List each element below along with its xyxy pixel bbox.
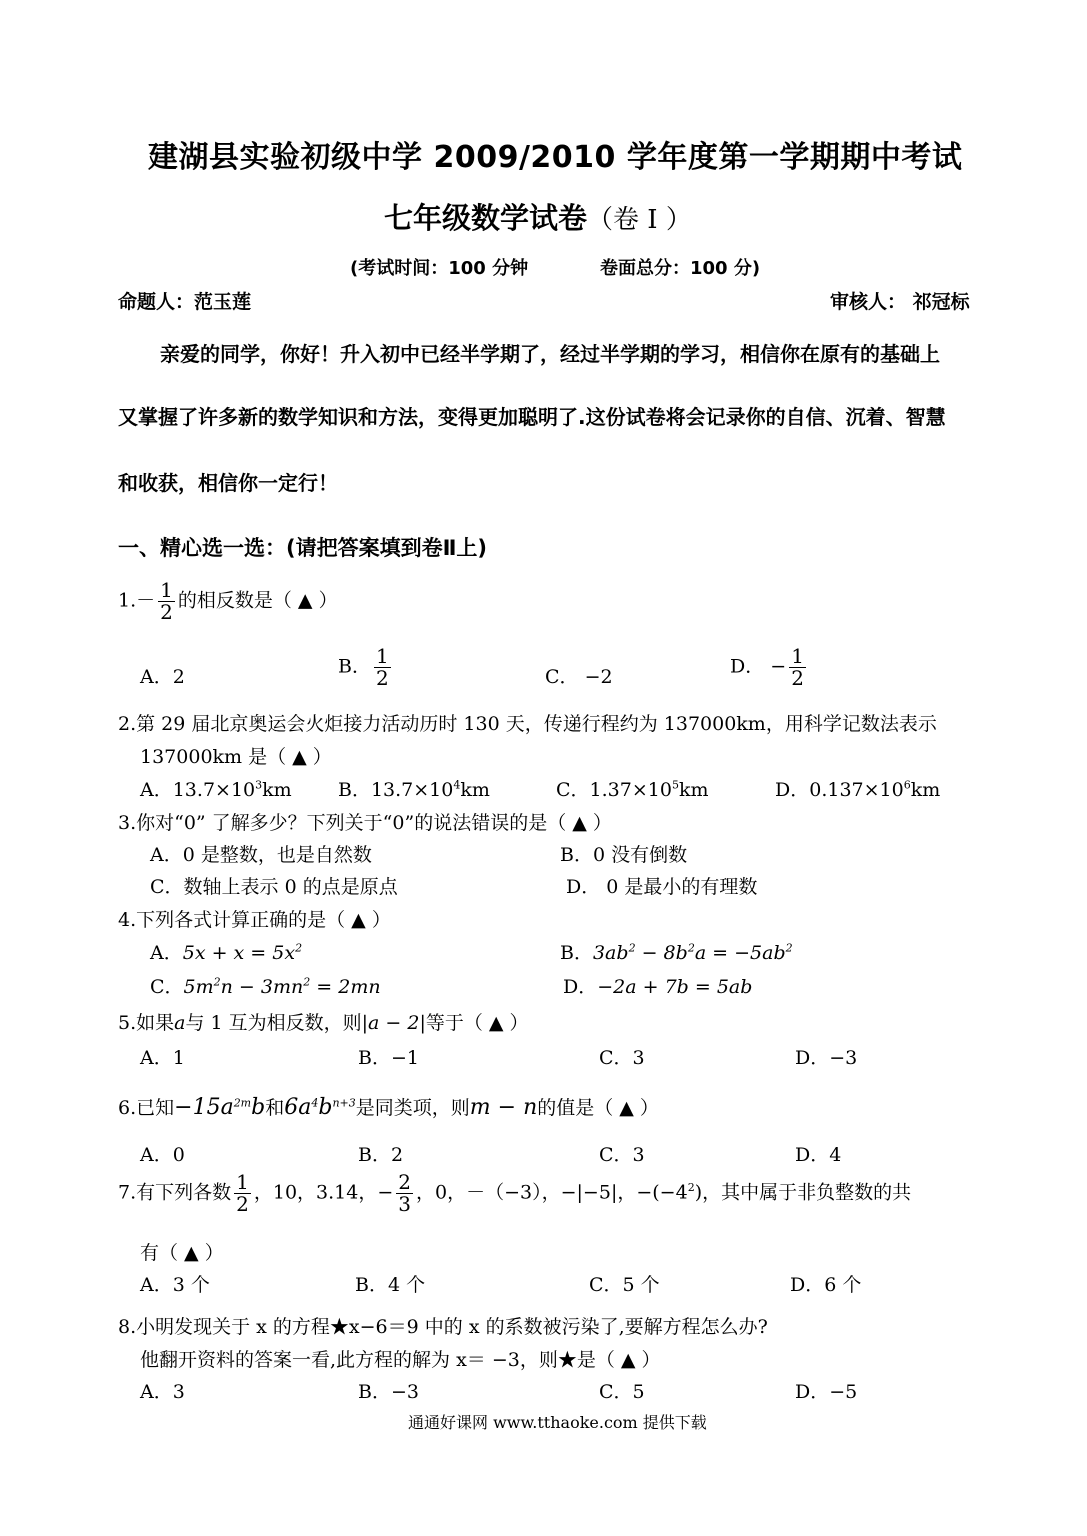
q1-option-d-label: D． − xyxy=(730,655,787,678)
exam-reviewer: 审核人： 祁冠标 xyxy=(830,291,970,313)
q1-suffix: 的相反数是（ ▲ ） xyxy=(177,589,338,612)
q7-stem-line-1 xyxy=(118,1172,911,1215)
exam-author: 命题人：范玉莲 xyxy=(118,291,252,313)
q8-option-d: D．−5 xyxy=(795,1381,858,1403)
q2-b-unit: km xyxy=(460,779,490,801)
intro-line-2: 又掌握了许多新的数学知识和方法，变得更加聪明了.这份试卷将会记录你的自信、沉着、智慧 xyxy=(118,405,946,429)
q8-option-c: C．5 xyxy=(599,1381,645,1403)
q5-option-a: A．1 xyxy=(140,1047,185,1069)
q1-option-d xyxy=(730,646,809,689)
q5-var: a xyxy=(174,1012,186,1034)
q7-list-1: ，10，3.14，− xyxy=(253,1181,394,1204)
q4-c-expr3: = 2mn xyxy=(310,976,381,998)
q3-option-a: A．0 是整数，也是自然数 xyxy=(150,844,372,866)
q2-b-exp: 4 xyxy=(453,778,461,792)
q6-term1-exp: 2m xyxy=(233,1096,252,1110)
q8-option-a: A．3 xyxy=(140,1381,185,1403)
q2-a-exp: 3 xyxy=(255,778,263,792)
q4-b-exp1: 2 xyxy=(628,941,636,955)
exam-title: 建湖县实验初级中学 2009/2010 学年度第一学期期中考试 xyxy=(148,140,963,175)
q4-option-c xyxy=(150,972,381,999)
q6-term2-b-exp: n+3 xyxy=(332,1096,356,1110)
q4-c-expr1: 5m xyxy=(183,976,214,998)
subtitle-suffix: （卷 I ） xyxy=(587,205,692,235)
q5-option-d: D．−3 xyxy=(795,1047,858,1069)
subtitle-block xyxy=(384,196,692,237)
q1-frac-den: 2 xyxy=(160,600,173,624)
footer-watermark: 通通好课网 www.tthaoke.com 提供下载 xyxy=(408,1413,707,1432)
exam-subtitle: 七年级数学试卷 xyxy=(384,201,588,235)
intro-line-3: 和收获，相信你一定行！ xyxy=(118,471,338,495)
q1-b-num: 1 xyxy=(375,644,389,668)
q6-term2: 6a xyxy=(284,1095,312,1120)
q2-stem-line-2: 137000km 是（ ▲ ） xyxy=(140,746,332,768)
q1-option-b-label: B． xyxy=(338,655,371,678)
q6-option-b: B．2 xyxy=(358,1144,404,1166)
q3-option-b: B．0 没有倒数 xyxy=(560,844,688,866)
q7-fraction-1 xyxy=(234,1172,251,1215)
q7-option-d: D．6 个 xyxy=(790,1274,862,1296)
q6-expr: m − n xyxy=(469,1095,538,1120)
q2-b-base: B．13.7×10 xyxy=(338,779,454,801)
q6-term2-b: b xyxy=(318,1095,333,1120)
q8-stem-line-1: 8.小明发现关于 x 的方程★x−6＝9 中的 x 的系数被污染了,要解方程怎么办? xyxy=(118,1316,768,1338)
q1-option-b xyxy=(338,646,394,689)
q6-stem xyxy=(118,1093,659,1120)
q6-prefix: 6.已知 xyxy=(118,1097,175,1119)
q5-option-b: B．−1 xyxy=(358,1047,419,1069)
q6-term1: −15a xyxy=(174,1095,234,1120)
q7-list-3: )，其中属于非负整数的共 xyxy=(694,1181,912,1204)
q7-option-a: A．3 个 xyxy=(140,1274,210,1296)
q4-c-exp2: 2 xyxy=(303,975,311,989)
q2-option-c xyxy=(556,775,708,802)
q1-option-d-fraction xyxy=(789,646,806,689)
q6-suffix: 的值是（ ▲ ） xyxy=(537,1097,659,1119)
q2-d-unit: km xyxy=(910,779,941,801)
q1-d-num: 1 xyxy=(791,644,804,668)
q7-list-2-exp: 2 xyxy=(687,1181,695,1195)
q4-b-exp2: 2 xyxy=(687,941,695,955)
q4-a-expr: 5x + x = 5x xyxy=(182,942,296,964)
q1-option-b-fraction xyxy=(374,646,391,689)
q4-b-expr2: − 8b xyxy=(635,942,688,964)
q4-option-d xyxy=(563,972,752,999)
q5-abs-expr: a − 2 xyxy=(368,1012,420,1034)
q2-option-d xyxy=(775,775,940,802)
q6-option-a: A．0 xyxy=(140,1144,185,1166)
q4-c-expr2: n − 3mn xyxy=(220,976,304,998)
q6-option-d: D．4 xyxy=(795,1144,842,1166)
q1-fraction xyxy=(158,580,175,623)
q6-mid2: 是同类项，则 xyxy=(355,1097,470,1119)
q6-term2-exp: 4 xyxy=(311,1096,319,1110)
q2-option-b xyxy=(338,775,490,802)
total-score: 卷面总分：100 分) xyxy=(600,258,761,279)
q4-d-label: D． xyxy=(563,976,598,998)
section-heading: 一、精心选一选：(请把答案填到卷Ⅱ上) xyxy=(118,536,488,560)
q7-list-2: ，0，－（−3），−|−5|，−(−4 xyxy=(416,1181,688,1204)
q6-term1-b: b xyxy=(251,1095,266,1120)
q3-option-d: D． 0 是最小的有理数 xyxy=(566,876,758,898)
q4-b-label: B． xyxy=(560,942,593,964)
q7-frac1-den: 2 xyxy=(236,1192,249,1216)
q2-stem-line-1: 2.第 29 届北京奥运会火炬接力活动历时 130 天，传递行程约为 137000km，用科学记数法表示 xyxy=(118,713,937,735)
q4-stem: 4.下列各式计算正确的是（ ▲ ） xyxy=(118,909,391,931)
q7-option-c: C．5 个 xyxy=(589,1274,660,1296)
q7-frac2-num: 2 xyxy=(398,1170,412,1194)
q2-d-base: D．0.137×10 xyxy=(775,779,904,801)
q6-mid: 和 xyxy=(265,1097,285,1119)
q5-stem-b: 与 1 互为相反数，则| xyxy=(185,1012,369,1034)
q2-c-base: C．1.37×10 xyxy=(556,779,672,801)
q1-d-den: 2 xyxy=(791,666,804,690)
q7-frac2-den: 3 xyxy=(398,1192,412,1216)
q4-c-exp1: 2 xyxy=(213,975,221,989)
q1-b-den: 2 xyxy=(375,666,389,690)
q2-a-unit: km xyxy=(262,779,292,801)
q4-a-label: A． xyxy=(150,942,183,964)
q2-a-base: A．13.7×10 xyxy=(140,779,256,801)
q1-frac-num: 1 xyxy=(160,578,173,602)
q4-option-b xyxy=(560,938,793,965)
q2-c-exp: 5 xyxy=(671,778,679,792)
q7-fraction-2 xyxy=(396,1172,413,1215)
q4-b-expr3: a = −5ab xyxy=(694,942,786,964)
q5-stem-c: |等于（ ▲ ） xyxy=(419,1012,529,1034)
q8-stem-line-2: 他翻开资料的答案一看,此方程的解为 x＝ −3，则★是（ ▲ ） xyxy=(140,1349,661,1371)
q7-frac1-num: 1 xyxy=(236,1170,249,1194)
q1-prefix: 1.－ xyxy=(118,589,156,612)
q5-stem xyxy=(118,1008,529,1035)
q8-option-b: B．−3 xyxy=(358,1381,419,1403)
q7-stem-line-2: 有（ ▲ ） xyxy=(140,1242,224,1264)
q7-prefix: 7.有下列各数 xyxy=(118,1181,232,1204)
q4-option-a xyxy=(150,938,302,965)
q1-option-a: A．2 xyxy=(140,666,185,688)
q4-d-expr: −2a + 7b = 5ab xyxy=(597,976,753,998)
q4-b-expr1: 3ab xyxy=(592,942,629,964)
q2-option-a xyxy=(140,775,292,802)
q3-stem: 3.你对“0” 了解多少？下列关于“0”的说法错误的是（ ▲ ） xyxy=(118,812,612,834)
q6-option-c: C．3 xyxy=(599,1144,645,1166)
q2-c-unit: km xyxy=(678,779,709,801)
intro-line-1: 亲爱的同学，你好！升入初中已经半学期了，经过半学期的学习，相信你在原有的基础上 xyxy=(160,342,940,366)
q5-stem-a: 5.如果 xyxy=(118,1012,175,1034)
q3-option-c: C．数轴上表示 0 的点是原点 xyxy=(150,876,398,898)
question-1 xyxy=(118,580,338,623)
q7-option-b: B．4 个 xyxy=(355,1274,426,1296)
exam-time: (考试时间：100 分钟 xyxy=(350,258,529,279)
q4-b-exp3: 2 xyxy=(785,941,793,955)
q2-d-exp: 6 xyxy=(903,778,911,792)
q5-option-c: C．3 xyxy=(599,1047,645,1069)
q1-option-c: C． −2 xyxy=(545,666,613,688)
q4-a-exp: 2 xyxy=(295,941,303,955)
q4-c-label: C． xyxy=(150,976,184,998)
